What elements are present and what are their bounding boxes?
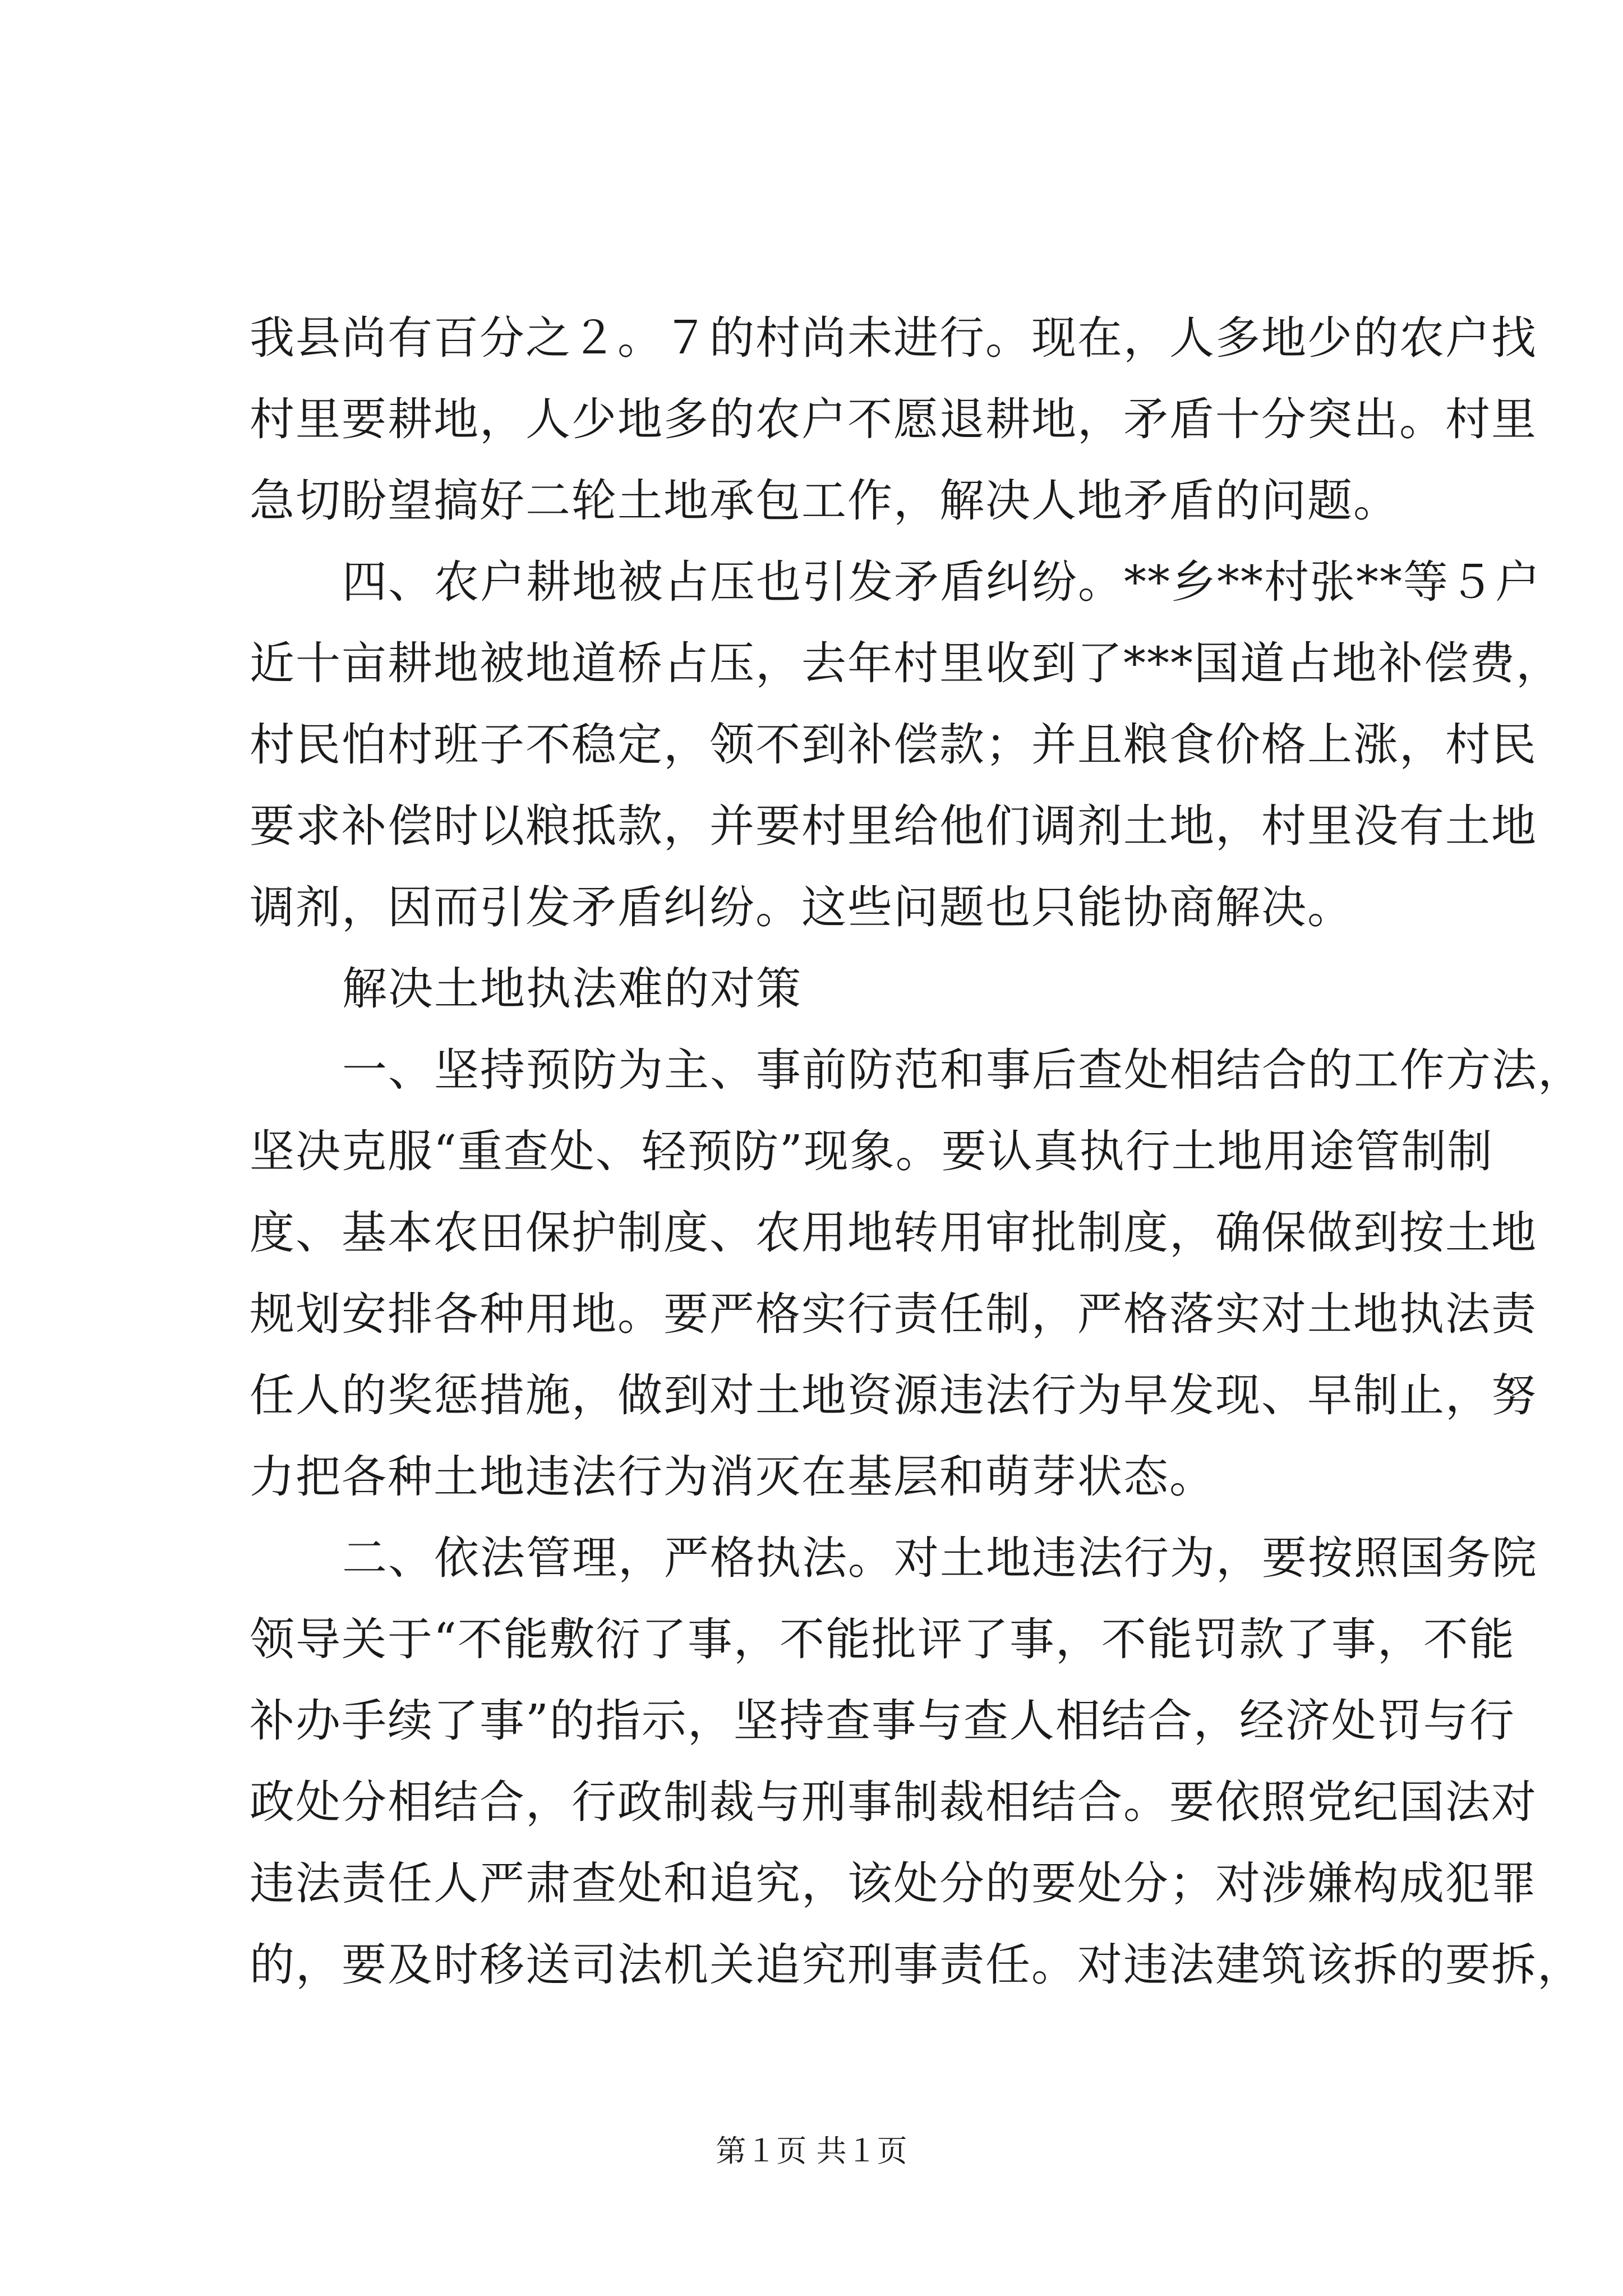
text-line-20: 违法责任人严肃查处和追究，该处分的要处分；对涉嫌构成犯罪 bbox=[250, 1857, 1537, 1910]
paragraph-four-start: 四、农户耕地被占压也引发矛盾纠纷。**乡**村张**等５户 bbox=[342, 556, 1541, 608]
text-line-14: 任人的奖惩措施，做到对土地资源违法行为早发现、早制止，努 bbox=[250, 1369, 1537, 1421]
document-body bbox=[250, 297, 1584, 2005]
text-line-18: 补办手续了事”的指示，坚持查事与查人相结合，经济处罚与行 bbox=[250, 1695, 1515, 1747]
text-line-19: 政处分相结合，行政制裁与刑事制裁相结合。要依照党纪国法对 bbox=[250, 1776, 1537, 1828]
text-line-11: 坚决克服“重查处、轻预防”现象。要认真执行土地用途管制制 bbox=[250, 1125, 1493, 1177]
page-number-label: 第１页 共１页 bbox=[716, 2133, 907, 2169]
measure-one-start: 一、坚持预防为主、事前防范和事后查处相结合的工作方法， bbox=[342, 1044, 1584, 1096]
text-line-15: 力把各种土地违法行为消灭在基层和萌芽状态。 bbox=[250, 1451, 1215, 1503]
text-line-21: 的，要及时移送司法机关追究刑事责任。对违法建筑该拆的要拆， bbox=[250, 1939, 1583, 1991]
text-line-3: 急切盼望搞好二轮土地承包工作，解决人地矛盾的问题。 bbox=[250, 475, 1399, 527]
page-footer bbox=[0, 2132, 1623, 2171]
text-line-8: 调剂，因而引发矛盾纠纷。这些问题也只能协商解决。 bbox=[250, 881, 1353, 933]
text-line-17: 领导关于“不能敷衍了事，不能批评了事，不能罚款了事，不能 bbox=[250, 1613, 1515, 1665]
text-line-7: 要求补偿时以粮抵款，并要村里给他们调剂土地，村里没有土地 bbox=[250, 800, 1537, 852]
text-line-5: 近十亩耕地被地道桥占压，去年村里收到了***国道占地补偿费， bbox=[250, 637, 1562, 689]
text-line-2: 村里要耕地，人少地多的农户不愿退耕地，矛盾十分突出。村里 bbox=[250, 393, 1537, 445]
section-heading: 解决土地执法难的对策 bbox=[342, 963, 802, 1015]
text-line-1: 我县尚有百分之２。７的村尚未进行。现在，人多地少的农户找 bbox=[250, 312, 1537, 364]
measure-two-start: 二、依法管理，严格执法。对土地违法行为，要按照国务院 bbox=[342, 1532, 1538, 1584]
text-line-13: 规划安排各种用地。要严格实行责任制，严格落实对土地执法责 bbox=[250, 1288, 1537, 1340]
text-line-6: 村民怕村班子不稳定，领不到补偿款；并且粮食价格上涨，村民 bbox=[250, 719, 1537, 771]
text-line-12: 度、基本农田保护制度、农用地转用审批制度，确保做到按土地 bbox=[250, 1207, 1537, 1259]
